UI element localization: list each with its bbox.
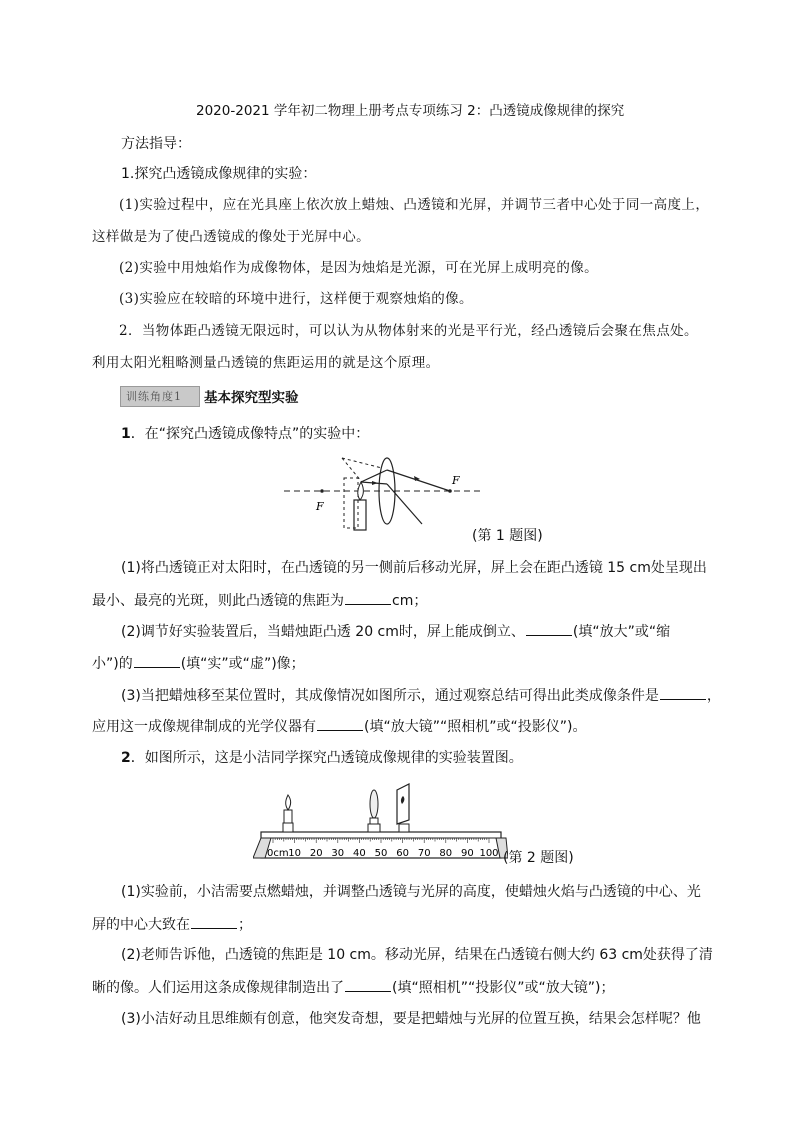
q2-number: 2 <box>121 750 131 766</box>
ruler-tick-label: 90 <box>461 848 474 859</box>
ruler-tick-label: 100 <box>479 848 499 859</box>
ruler-tick-label: 0cm <box>267 848 289 859</box>
method-heading: 方法指导： <box>121 136 191 152</box>
ruler-tick-label: 80 <box>439 848 453 859</box>
q2-figure-caption: (第 2 题图) <box>503 850 574 866</box>
q1-answer-blank-size[interactable] <box>526 621 572 636</box>
q1-answer-blank-focal-length[interactable] <box>345 590 391 605</box>
q1-part3-line2-text: 应用这一成像规律制成的光学仪器有 <box>92 719 316 735</box>
q2-answer-blank-device[interactable] <box>345 977 391 992</box>
q1-answer-blank-instrument[interactable] <box>317 716 363 731</box>
q1-part1-line2-text: 最小、最亮的光斑，则此凸透镜的焦距为 <box>92 593 344 609</box>
q1-lens-figure <box>282 448 482 538</box>
q2-optical-bench-figure <box>253 776 508 866</box>
section-name: 基本探究型实验 <box>204 390 299 406</box>
q1-stem-text: ．在“探究凸透镜成像特点”的实验中： <box>130 426 370 442</box>
q2-part2-line1: (2)老师告诉他，凸透镜的焦距是 10 cm。移动光屏，结果在凸透镜右侧大约 63 cm处获得了清 <box>121 947 713 963</box>
q2-part1-line2-text: 屏的中心大致在 <box>92 917 190 933</box>
q1-answer-blank-condition[interactable] <box>660 685 706 700</box>
q1-part3-line2 <box>92 716 586 737</box>
q1-part3-line2-hint: (填“放大镜”“照相机”或“投影仪”)。 <box>364 719 587 735</box>
q1-part3-line1-comma: ， <box>706 688 721 704</box>
ruler-tick-label: 20 <box>309 848 323 859</box>
q1-fig-label-f-left: F <box>316 500 324 513</box>
method-item1-line1: (1)实验过程中，应在光具座上依次放上蜡烛、凸透镜和光屏，并调节三者中心处于同一高度上， <box>119 197 710 213</box>
q1-answer-blank-real-virtual[interactable] <box>134 653 180 668</box>
q2-stem <box>121 748 523 768</box>
method-point1-title: 1.探究凸透镜成像规律的实验： <box>121 166 317 182</box>
q1-stem <box>121 424 369 444</box>
ruler-tick-label: 70 <box>417 848 431 859</box>
ruler-tick-label: 60 <box>396 848 409 859</box>
q2-part1-line2 <box>92 914 252 935</box>
method-item3: (3)实验应在较暗的环境中进行，这样便于观察烛焰的像。 <box>119 291 473 307</box>
q1-part2-line2-hint: (填“实”或“虚”)像； <box>180 656 305 672</box>
q2-part2-line2-text: 晰的像。人们运用这条成像规律制造出了 <box>92 980 344 996</box>
q2-answer-blank-height[interactable] <box>191 914 237 929</box>
q1-part1-line2 <box>92 590 427 611</box>
q1-part2-line1-text: (2)调节好实验装置后，当蜡烛距凸透 20 cm时，屏上能成倒立、 <box>121 624 525 640</box>
q1-fig-label-f-right: F <box>452 474 460 487</box>
ruler-tick-label: 10 <box>288 848 301 859</box>
page-title: 2020-2021 学年初二物理上册考点专项练习 2：凸透镜成像规律的探究 <box>196 103 625 119</box>
q1-part2-line1 <box>121 621 670 642</box>
ruler-tick-label: 40 <box>353 848 366 859</box>
q1-part1-line2-unit: cm； <box>392 593 428 609</box>
q2-part2-line2 <box>92 977 614 998</box>
q2-part3-line1: (3)小洁好动且思维颇有创意，他突发奇想，要是把蜡烛与光屏的位置互换，结果会怎样呢？他 <box>121 1011 701 1027</box>
q2-part1-line1: (1)实验前，小洁需要点燃蜡烛，并调整凸透镜与光屏的高度，使蜡烛火焰与凸透镜的中心、光 <box>121 884 701 900</box>
q1-part1-line1: (1)将凸透镜正对太阳时，在凸透镜的另一侧前后移动光屏，屏上会在距凸透镜 15 cm处呈现出 <box>121 560 707 576</box>
q1-part2-line2 <box>92 653 305 674</box>
q1-part2-line1-hint: (填“放大”或“缩 <box>572 624 671 640</box>
method-item2: (2)实验中用烛焰作为成像物体，是因为烛焰是光源，可在光屏上成明亮的像。 <box>119 260 599 276</box>
q1-number: 1 <box>121 426 131 442</box>
q1-figure-caption: (第 1 题图) <box>472 528 543 544</box>
ruler-tick-label: 50 <box>374 848 388 859</box>
method-point2-line2: 利用太阳光粗略测量凸透镜的焦距运用的就是这个原理。 <box>92 355 440 371</box>
q1-part2-line2-text: 小”)的 <box>92 656 133 672</box>
section-tag-text: 训练角度1 <box>126 390 182 403</box>
ruler-tick-label: 30 <box>331 848 345 859</box>
method-item1-line2: 这样做是为了使凸透镜成的像处于光屏中心。 <box>92 229 370 245</box>
section-tag-badge <box>120 386 200 407</box>
q2-part1-line2-end: ； <box>238 917 252 933</box>
q1-part3-line1 <box>121 685 721 706</box>
q2-part2-line2-hint: (填“照相机”“投影仪”或“放大镜”)； <box>392 980 615 996</box>
q2-stem-text: ．如图所示，这是小洁同学探究凸透镜成像规律的实验装置图。 <box>130 750 523 766</box>
q1-part3-line1-text: (3)当把蜡烛移至某位置时，其成像情况如图所示，通过观察总结可得出此类成像条件是 <box>121 688 659 704</box>
method-point2-line1: 2．当物体距凸透镜无限远时，可以认为从物体射来的光是平行光，经凸透镜后会聚在焦点处。 <box>119 323 698 339</box>
